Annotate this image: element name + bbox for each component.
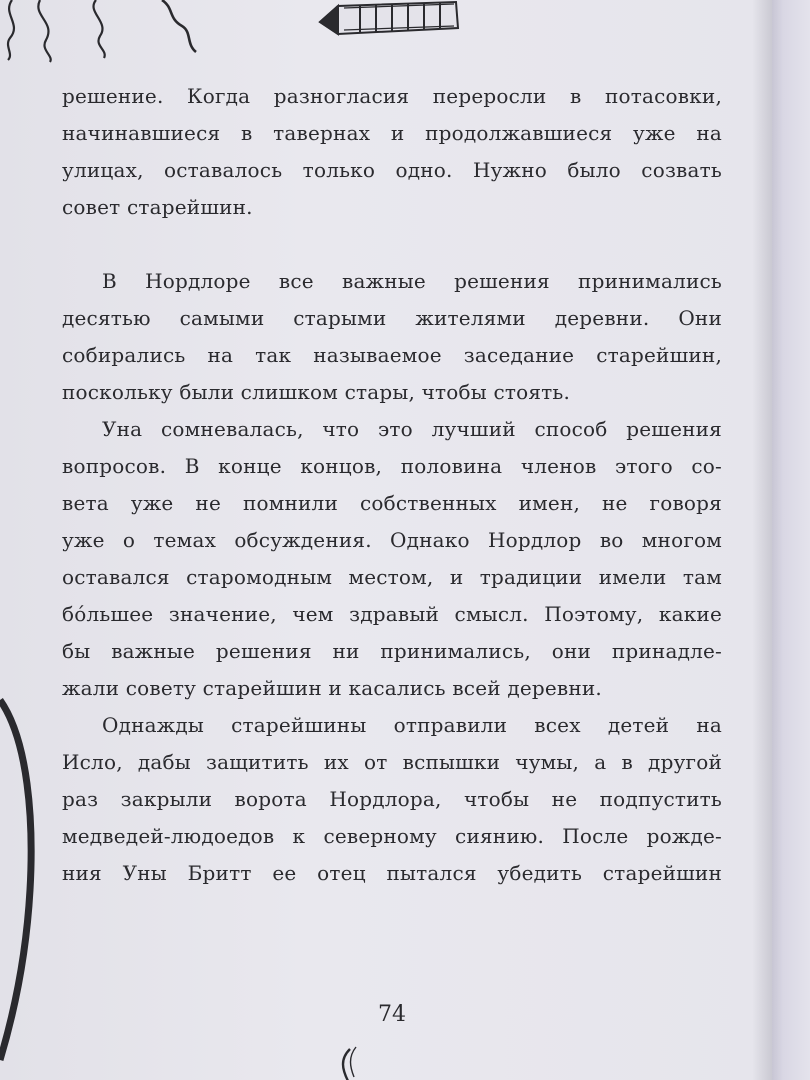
text-line: вета уже не помнили собственных имен, не говоря: [62, 491, 722, 515]
text-line: Исло, дабы защитить их от вспышки чумы, а в другой: [62, 750, 722, 774]
text-line: бы важные решения ни принимались, они принадле-: [62, 639, 722, 663]
body-text: [62, 78, 722, 892]
text-line: собирались на так называемое заседание старейшин,: [62, 343, 722, 367]
page-number: 74: [378, 1002, 406, 1027]
text-line: Уна сомневалась, что это лучший способ решения: [102, 417, 722, 441]
text-line: вопросов. В конце концов, половина членов этого со-: [62, 454, 722, 478]
text-line: начинавшиеся в тавернах и продолжавшиеся уже на: [62, 121, 722, 145]
text-line: бóльшее значение, чем здравый смысл. Поэтому, какие: [62, 602, 722, 626]
swirl-illustration-icon: [0, 0, 200, 60]
text-line: раз закрыли ворота Нордлора, чтобы не подпустить: [62, 787, 722, 811]
text-line: В Нордлоре все важные решения принимались: [102, 269, 722, 293]
text-line: оставался старомодным местом, и традиции имели там: [62, 565, 722, 589]
text-line: десятью самыми старыми жителями деревни. Они: [62, 306, 722, 330]
page-edge: [772, 0, 810, 1080]
text-line: решение. Когда разногласия переросли в потасовки,: [62, 84, 722, 108]
text-line: поскольку были слишком стары, чтобы стоять.: [62, 380, 571, 404]
squiggle-illustration-icon: [332, 1045, 372, 1080]
text-line: совет старейшин.: [62, 195, 253, 219]
text-line: улицах, оставалось только одно. Нужно было созвать: [62, 158, 722, 182]
text-line: Однажды старейшины отправили всех детей на: [102, 713, 722, 737]
text-line: ния Уны Бритт ее отец пытался убедить старейшин: [62, 861, 722, 885]
text-line: уже о темах обсуждения. Однако Нордлор во многом: [62, 528, 722, 552]
page-gutter-shadow: [752, 0, 774, 1080]
text-line: жали совету старейшин и касались всей деревни.: [62, 676, 602, 700]
arc-illustration-icon: [0, 700, 40, 1060]
paragraph-gap: [62, 226, 722, 263]
pencil-illustration-icon: [316, 0, 466, 40]
text-line: медведей-людоедов к северному сиянию. После рожде-: [62, 824, 722, 848]
